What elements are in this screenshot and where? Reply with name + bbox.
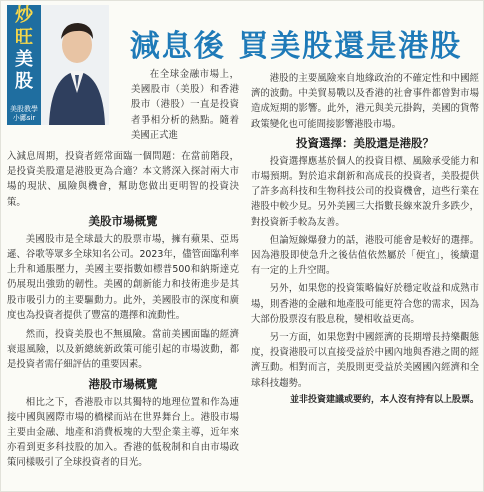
choice-section-title: 投資選擇：美股還是港股？ — [296, 135, 434, 150]
hk-section-title: 港股市場概覽 — [88, 376, 158, 391]
us-paragraph-1: 美國股市是全球最大的股票市場，擁有蘋果、亞馬遜、谷歌等眾多全球知名公司。2023年，儘管面臨利率上升和通脹壓力，美國主要指數如標普500和納斯達克仍展現出強勁的韌性。美國的創新能力和技術進步是其股市吸引力的主要驅動力。此外，美國股市的深度和廣度也為投資者提供了豐富的選擇和流動性。 — [7, 233, 239, 321]
author-portrait-image — [41, 5, 109, 125]
choice-paragraph-2: 但論短線爆發力的話，港股可能會是較好的選擇。因為港股即使急升之後估值依然屬於「便宜」，後續還有一定的上升空間。 — [251, 234, 479, 277]
right-column — [251, 67, 479, 408]
disclaimer: 並非投資建議或要約，本人沒有持有以上股票。 — [289, 394, 479, 405]
column-tag-char: 美 — [15, 49, 33, 70]
choice-paragraph-4: 另一方面，如果您對中國經濟的長期增長持樂觀態度，投資港股可以直接受益於中國內地與香港之間的經濟互動。相對而言，美股則更受益於美國國內經濟和全球科技趨勢。 — [251, 332, 479, 389]
hk-paragraph-1: 相比之下，香港股市以其獨特的地理位置和作為連接中國與國際市場的橋樑而站在世界舞台上。港股市場主要由金融、地產和消費板塊的大型企業主導，近年來亦看到更多科技股的加入。香港的低稅制和自由市場政策同樣吸引了全球投資者的目光。 — [7, 396, 239, 469]
choice-paragraph-3: 另外，如果您的投資策略偏好於穩定收益和成熟市場，則香港的金融和地產股可能更符合您的需求，因為大部份股票沒有股息稅，變相收益更高。 — [251, 283, 479, 325]
choice-paragraph-1: 投資選擇應基於個人的投資目標、風險承受能力和市場預期。對於追求創新和高成長的投資者，美股提供了許多高科技和生物科技公司的投資機會，這些行業在港股中較少見。另外美國三大指數長線來說升多跌少，對投資新手較為友善。 — [251, 155, 479, 228]
author-photo — [41, 5, 109, 125]
author-name: 美股教學小鄺sir — [10, 105, 38, 122]
us-section-title: 美股市場概覽 — [88, 213, 158, 228]
column-tag-char: 炒 — [15, 5, 33, 26]
column-tag-char: 旺 — [15, 27, 33, 48]
column-tag-char: 股 — [15, 71, 33, 92]
intro-paragraph-top: 在全球金融市場上，美國股市（美股）和香港股市（港股）一直是投資者爭相分析的熱點。隨着美國正式進 — [131, 69, 239, 141]
headline: 減息後 買美股還是港股 — [129, 29, 463, 64]
left-column — [7, 149, 239, 471]
hk-paragraph-2: 港股的主要風險來自地緣政治的不確定性和中國經濟的波動。中美貿易戰以及香港的社會事件都曾對市場造成短期的影響。此外，港元與美元掛鈎，美國的貨幣政策變化也可能間接影響港股市場。 — [251, 73, 479, 130]
column-tag — [7, 5, 41, 125]
intro-paragraph-continued: 入減息周期，投資者經常面臨一個問題：在當前階段，是投資美股還是港股更為合適？本文將深入探討兩大市場的現狀、風險與機會，幫助您做出更明智的投資決策。 — [7, 151, 239, 208]
intro-top-column — [131, 67, 239, 143]
us-paragraph-2: 然而，投資美股也不無風險。當前美國面臨的經濟衰退風險，以及新總統新政策可能引起的市場波動，都是投資者需仔細評估的重要因素。 — [7, 329, 239, 371]
